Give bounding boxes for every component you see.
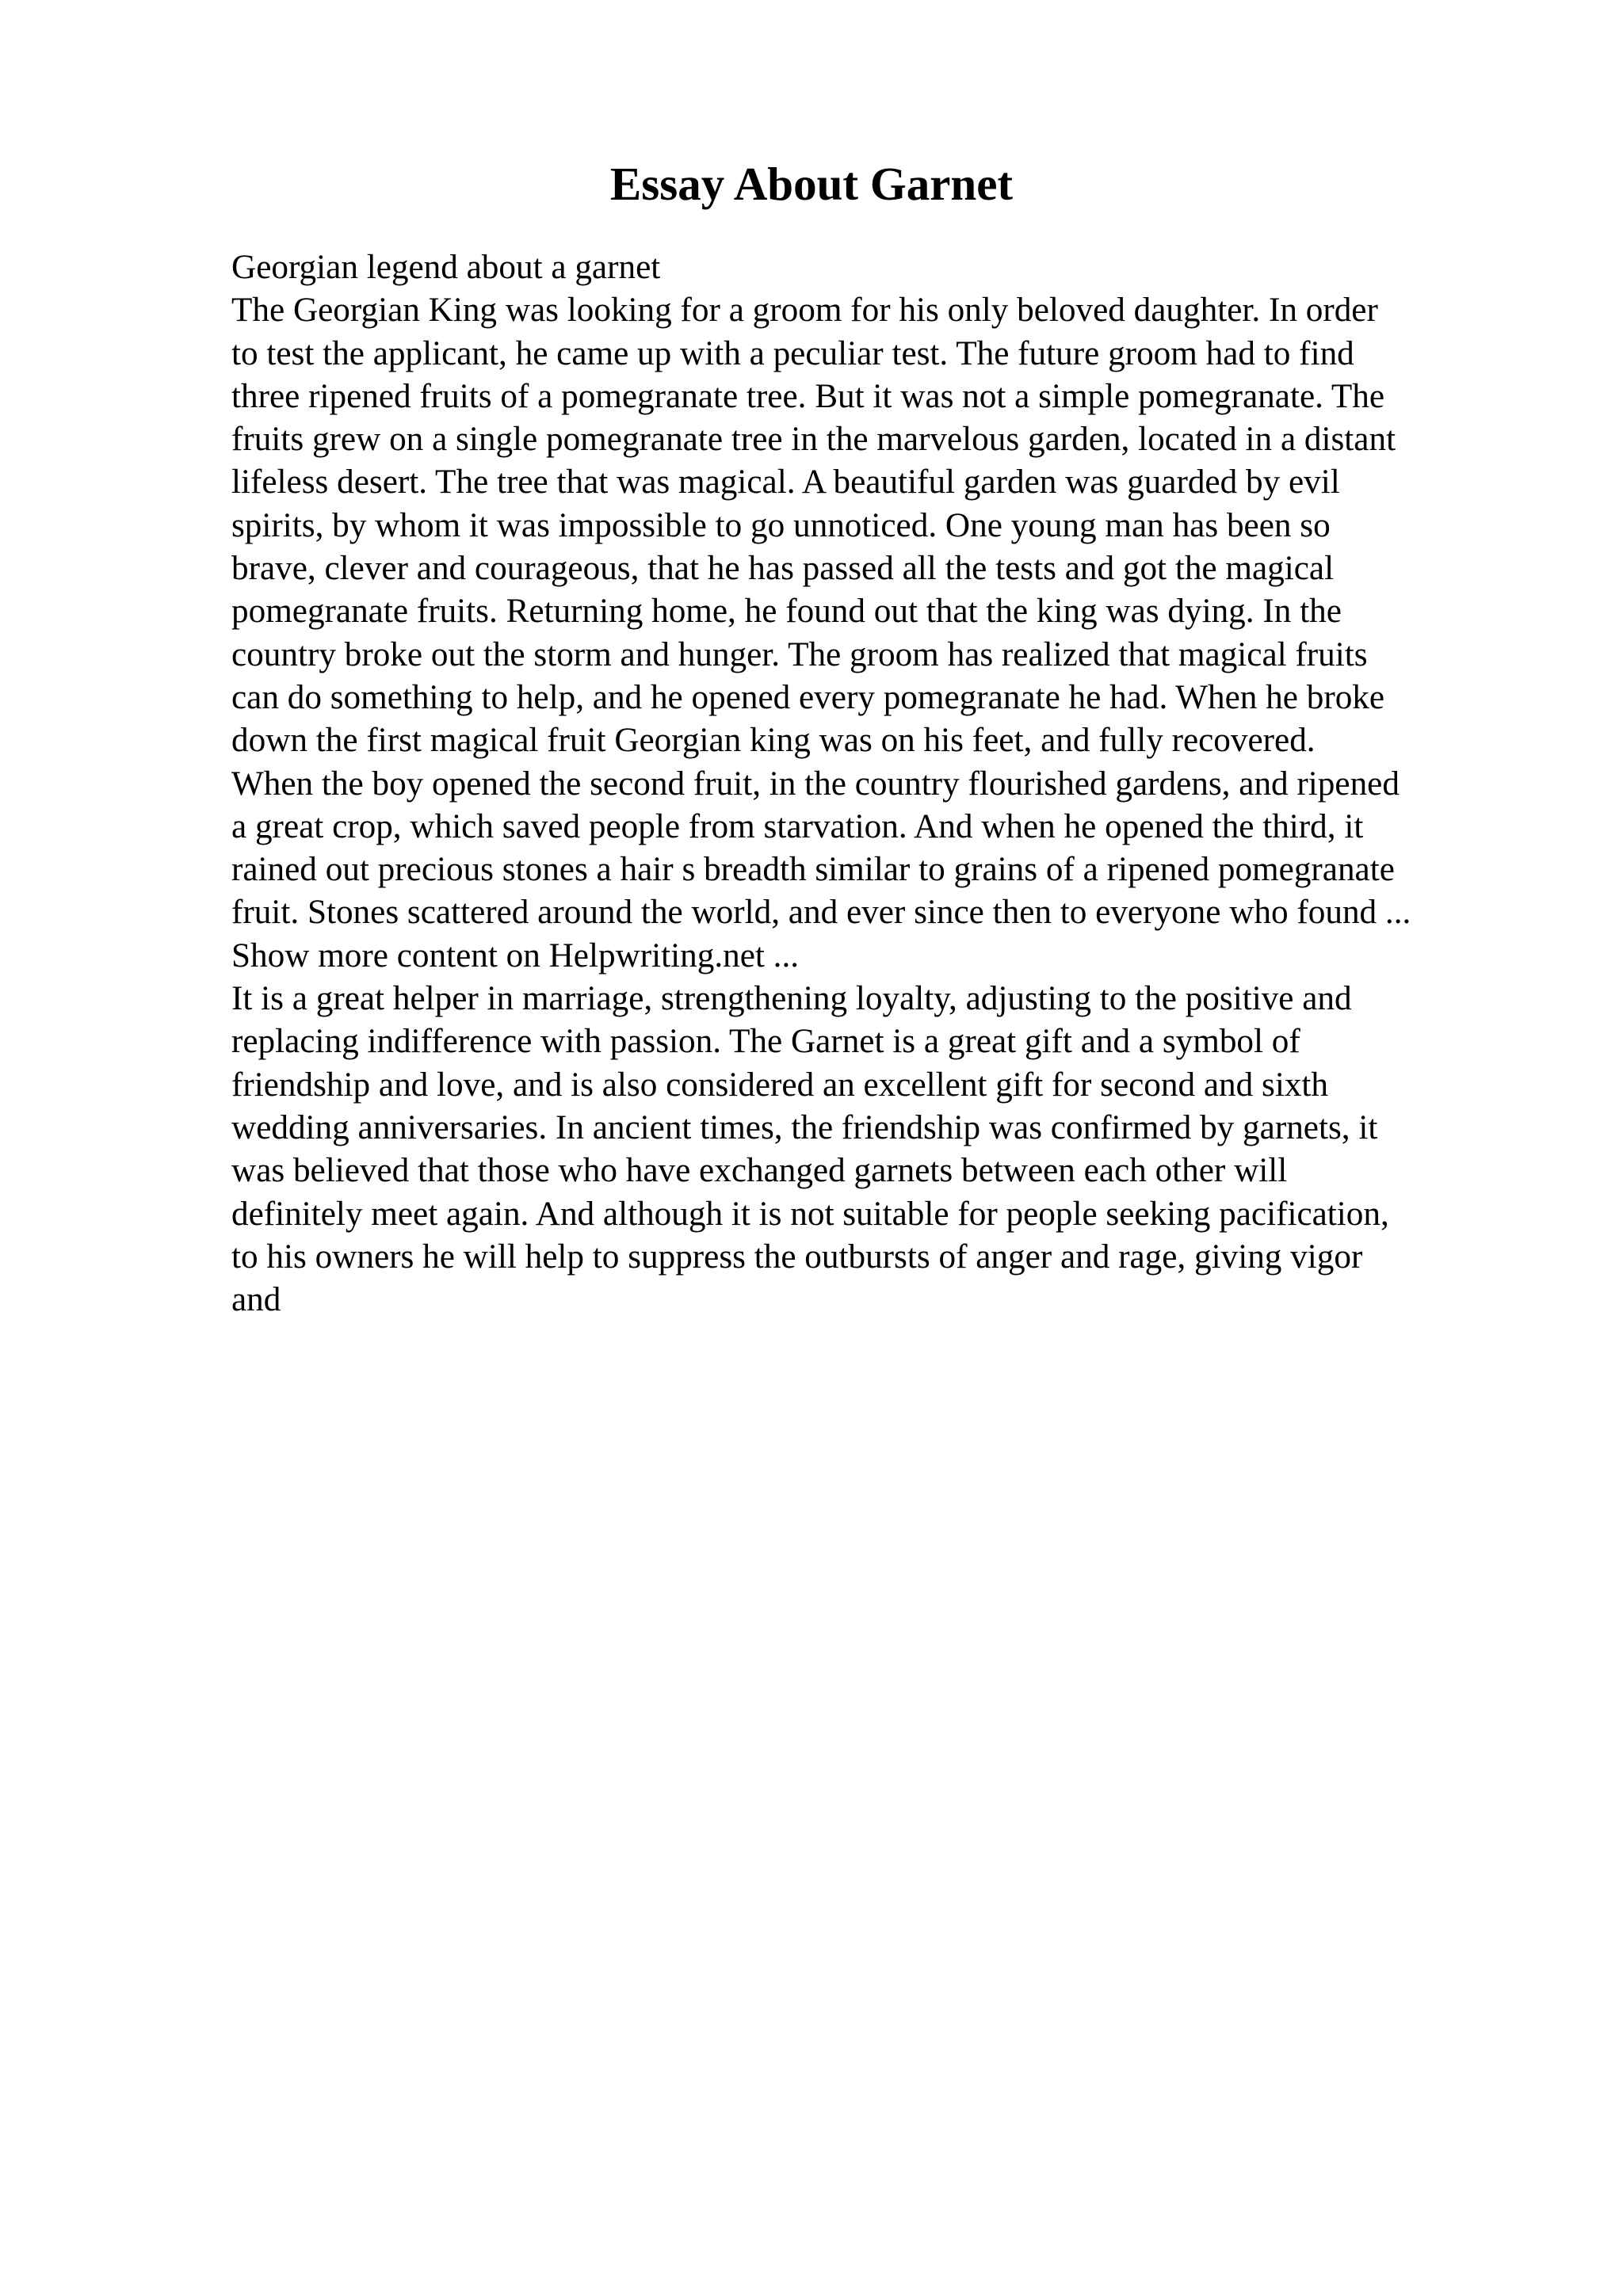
text-line: brave, clever and courageous, that he has passed all the tests and got the magical <box>231 550 1335 588</box>
text-line: fruits grew on a single pomegranate tree in the marvelous garden, located in a distant <box>231 421 1396 459</box>
text-line: to test the applicant, he came up with a peculiar test. The future groom had to find <box>231 334 1354 372</box>
text-line: friendship and love, and is also considered an excellent gift for second and sixth <box>231 1066 1329 1104</box>
text-line: can do something to help, and he opened every pomegranate he had. When he broke <box>231 678 1385 716</box>
text-line: was believed that those who have exchanged garnets between each other will <box>231 1152 1288 1190</box>
document-body <box>231 246 1515 1322</box>
text-line: replacing indifference with passion. The Garnet is a great gift and a symbol of <box>231 1023 1300 1061</box>
text-line: to his owners he will help to suppress the outbursts of anger and rage, giving vigor <box>231 1238 1363 1276</box>
text-line: fruit. Stones scattered around the world, and ever since then to everyone who found ... <box>231 894 1411 932</box>
text-line: It is a great helper in marriage, strengthening loyalty, adjusting to the positive and <box>231 980 1352 1018</box>
text-line: lifeless desert. The tree that was magical. A beautiful garden was guarded by evil <box>231 463 1340 502</box>
text-line: rained out precious stones a hair s breadth similar to grains of a ripened pomegranate <box>231 851 1395 889</box>
text-line: definitely meet again. And although it is not suitable for people seeking pacification, <box>231 1195 1389 1233</box>
text-line: When the boy opened the second fruit, in the country flourished gardens, and ripened <box>231 765 1400 803</box>
text-line: country broke out the storm and hunger. The groom has realized that magical fruits <box>231 635 1368 673</box>
text-line: three ripened fruits of a pomegranate tree. But it was not a simple pomegranate. The <box>231 377 1385 415</box>
text-line: spirits, by whom it was impossible to go unnoticed. One young man has been so <box>231 506 1331 544</box>
text-line: down the first magical fruit Georgian king was on his feet, and fully recovered. <box>231 722 1316 760</box>
show-more-link[interactable]: Show more content on Helpwriting.net ... <box>231 936 800 974</box>
text-line: a great crop, which saved people from starvation. And when he opened the third, it <box>231 807 1364 845</box>
text-line: Georgian legend about a garnet <box>231 249 661 286</box>
text-line: and <box>231 1281 281 1319</box>
text-line: wedding anniversaries. In ancient times, the friendship was confirmed by garnets, it <box>231 1108 1378 1146</box>
document-title: Essay About Garnet <box>609 158 1014 210</box>
text-line: pomegranate fruits. Returning home, he found out that the king was dying. In the <box>231 593 1342 631</box>
text-line: The Georgian King was looking for a groom for his only beloved daughter. In order <box>231 292 1378 330</box>
